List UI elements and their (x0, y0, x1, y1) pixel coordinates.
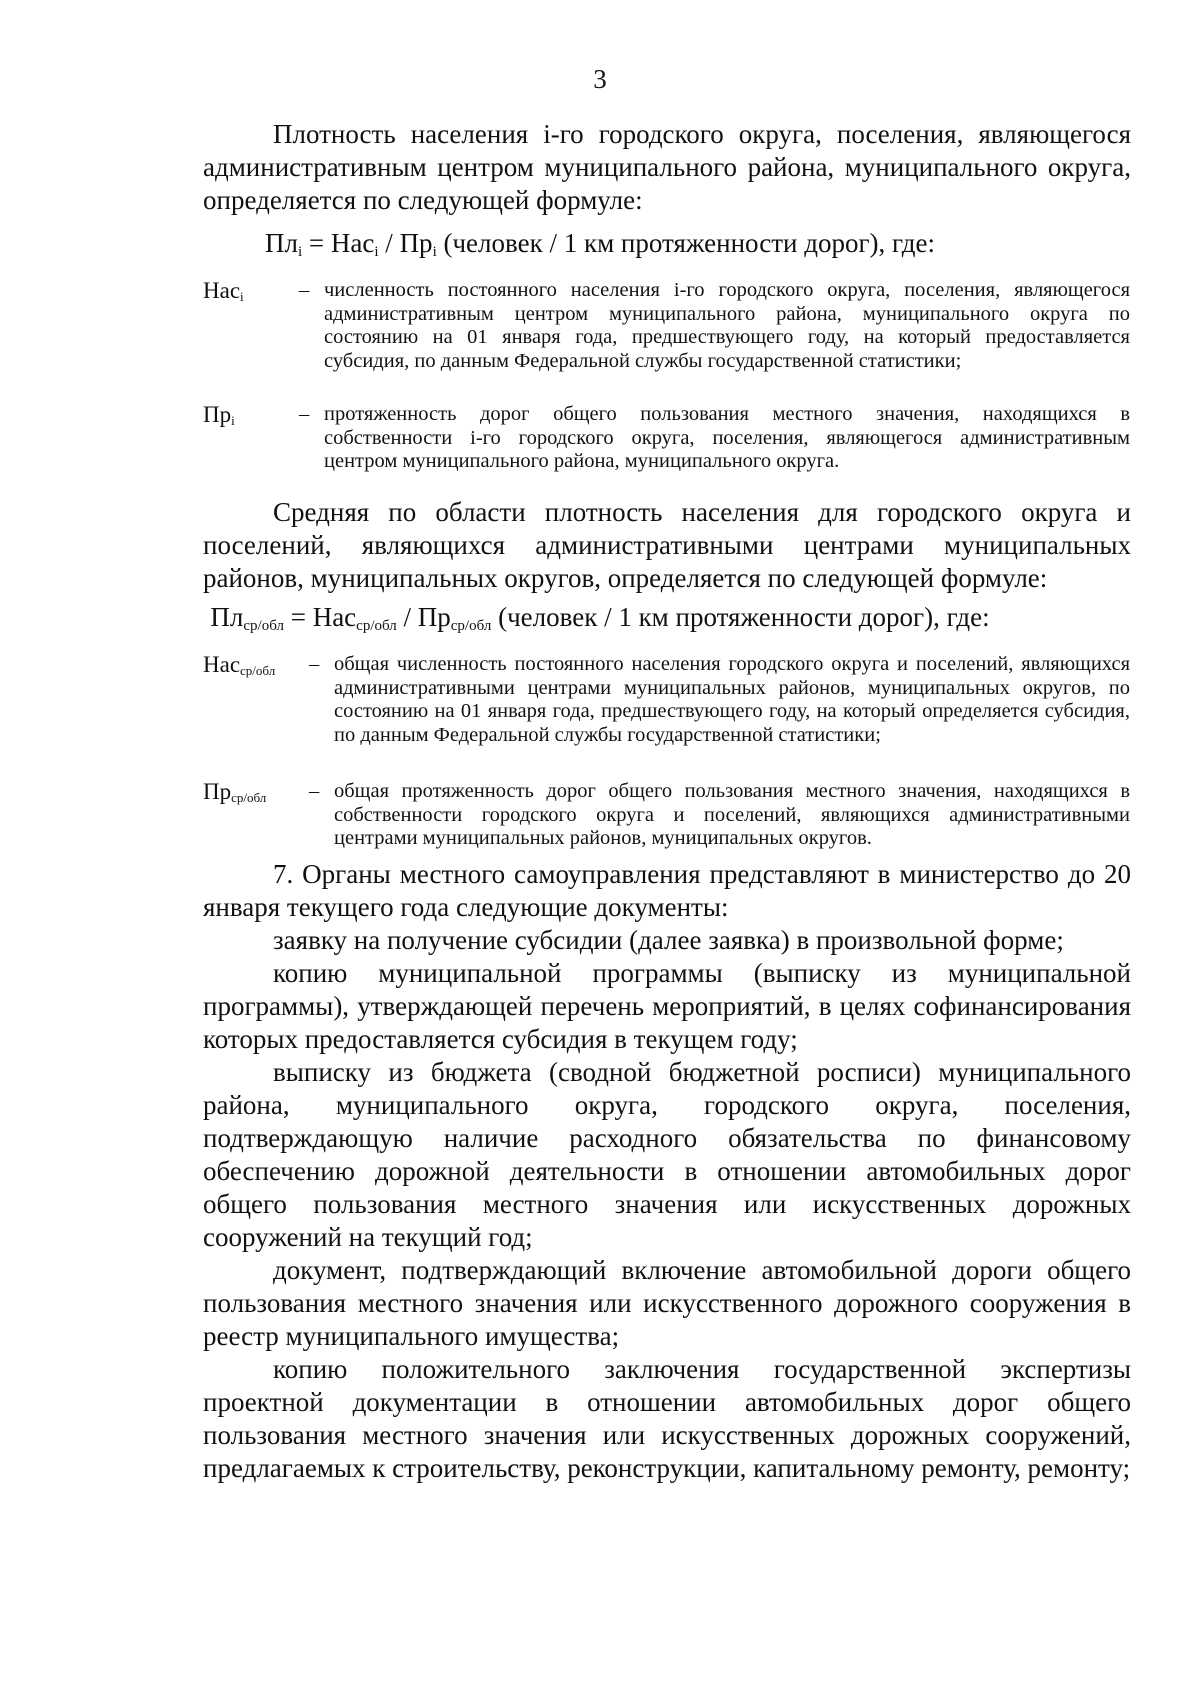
formula-density-a-sub: i (374, 244, 379, 260)
definition-text: численность постоянного населения i-го городского округа, поселения, являющегося административным центром муниципального района, муниципального округа по состоянию на 01 января года, предшествующего году, на который предоставляется субсидия, по данным Федеральной службы государственной статистики; (324, 279, 1130, 372)
definition-nas-avg (203, 653, 1131, 771)
definition-symbol: $Пр_{ср/обл}$ (203, 779, 267, 805)
formula-density-b: Пр (399, 228, 433, 258)
definition-pr-i (203, 403, 1131, 475)
definition-text: общая численность постоянного населения городского округа и поселений, являющихся административными центрами муниципальных районов, муниципальных округов, по состоянию на 01 января года, предшествующего году, на который определяется субсидия, по данным Федеральной службы государственной статистики; (334, 653, 1130, 746)
list-item: документ, подтверждающий включение автомобильной дороги общего пользования местного значения или искусственного дорожного сооружения в реестр муниципального имущества; (203, 1255, 1131, 1351)
definition-nas-i (203, 279, 1131, 397)
formula-density-b-sub: i (432, 244, 437, 260)
formula-average-div: / (396, 602, 418, 632)
formula-density-div: / (378, 228, 400, 258)
formula-average-a: Нас (312, 602, 357, 632)
formula-average-eq: = (283, 602, 313, 632)
section-7 (203, 858, 1131, 1485)
formula-average-b: Пр (417, 602, 451, 632)
definition-text: протяженность дорог общего пользования местного значения, находящихся в собственности i-го городского округа, поселения, являющегося административным центром муниципального района, муниципального округа. (324, 403, 1130, 472)
formula-average-b-sub: ср/обл (450, 618, 492, 634)
section-7-heading: 7. Органы местного самоуправления представляют в министерство до 20 января текущего года следующие документы: (203, 859, 1131, 922)
formula-density-lhs: Пл (265, 228, 298, 258)
definition-symbol: Нас$_i$ (203, 278, 244, 304)
formula-average-a-sub: ср/обл (356, 618, 397, 634)
paragraph-density (203, 118, 1131, 217)
definition-symbol: Нас$_{ср/обл}$ (203, 652, 276, 678)
definition-dash: – (309, 780, 320, 802)
page-number: 3 (593, 64, 607, 94)
definition-dash: – (309, 653, 320, 675)
definition-pr-avg (203, 780, 1131, 852)
formula-density (0, 228, 1200, 261)
definition-dash: – (299, 279, 310, 301)
formula-density-lhs-sub: i (298, 244, 303, 260)
formula-average-lhs-sub: ср/обл (243, 618, 284, 634)
list-item: выписку из бюджета (сводной бюджетной росписи) муниципального района, муниципального округа, городского округа, поселения, подтверждающую наличие расходного обязательства по финансовому обеспечению дорожной деятельности в отношении автомобильных дорог общего пользования местного значения или искусственных дорожных сооружений на текущий год; (203, 1057, 1131, 1252)
list-item: копию муниципальной программы (выписку из муниципальной программы), утверждающей перечень мероприятий, в целях софинансирования которых предоставляется субсидия в текущем году; (203, 958, 1131, 1054)
formula-density-a: Нас (330, 228, 375, 258)
list-item: копию положительного заключения государственной экспертизы проектной документации в отношении автомобильных дорог общего пользования местного значения или искусственных дорожных сооружений, предлагаемых к строительству, реконструкции, капитальному ремонту, ремонту; (203, 1354, 1131, 1483)
paragraph-density-text: Плотность населения i-го городского округа, поселения, являющегося административным центром муниципального района, муниципального округа, определяется по следующей формуле: (203, 119, 1131, 215)
definition-dash: – (299, 403, 310, 425)
paragraph-average (203, 496, 1131, 595)
definition-text: общая протяженность дорог общего пользования местного значения, находящихся в собственности городского округа и поселений, являющихся административными центрами муниципальных районов, муниципальных округов. (334, 780, 1130, 849)
formula-average-tail: (человек / 1 км протяженности дорог), где: (491, 602, 990, 632)
list-item: заявку на получение субсидии (далее заявка) в произвольной форме; (273, 925, 1064, 955)
formula-density-tail: (человек / 1 км протяженности дорог), где: (436, 228, 935, 258)
formula-average-lhs: Пл (210, 602, 244, 632)
paragraph-average-text: Средняя по области плотность населения для городского округа и поселений, являющихся административными центрами муниципальных районов, муниципальных округов, определяется по следующей формуле: (203, 497, 1131, 593)
definition-symbol: $Пр_i$ (203, 402, 235, 428)
formula-density-eq: = (302, 228, 331, 258)
formula-average (0, 602, 1200, 635)
